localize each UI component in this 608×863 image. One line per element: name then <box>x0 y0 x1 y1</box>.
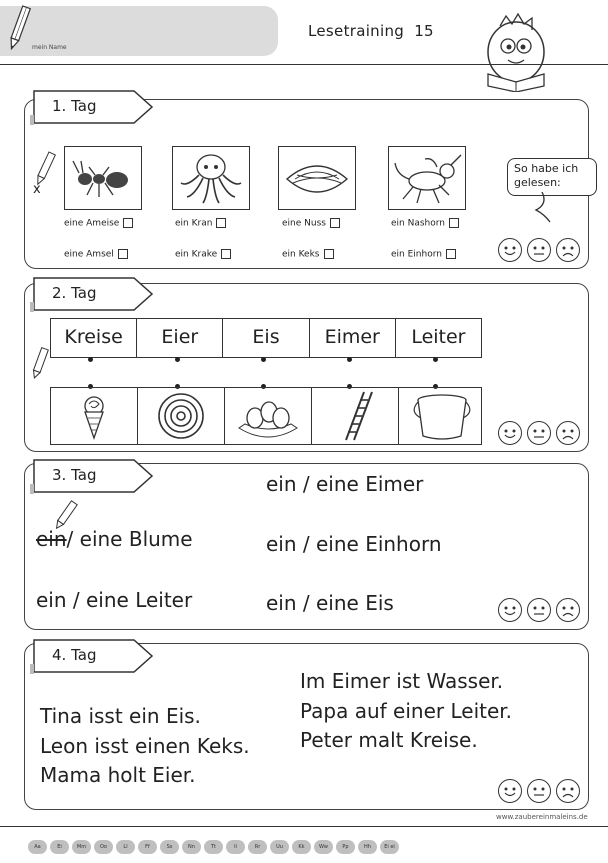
bubble-tail-icon <box>530 192 554 224</box>
sad-face-icon[interactable] <box>556 598 580 622</box>
eggs-icon <box>225 388 311 444</box>
letter-chip: Pp <box>336 840 355 854</box>
match-dot[interactable] <box>88 357 93 362</box>
letter-chip: Ei <box>50 840 69 854</box>
sentence: Papa auf einer Leiter. <box>300 699 513 723</box>
sentence: Tina isst ein Eis. <box>40 704 201 728</box>
word-cell: Eimer <box>310 319 396 357</box>
struck-word: ein <box>36 527 67 551</box>
picture-cell <box>225 388 312 444</box>
option-ameise[interactable]: eine Ameise <box>64 218 133 229</box>
letter-chip: Nn <box>182 840 201 854</box>
rating-faces <box>498 238 582 264</box>
option-keks[interactable]: ein Keks <box>282 249 334 260</box>
unicorn-icon <box>389 147 465 209</box>
letter-chip: Ll <box>116 840 135 854</box>
footer-divider <box>0 826 608 827</box>
option-nashorn[interactable]: ein Nashorn <box>391 218 459 229</box>
letter-chip: Ei ei <box>380 840 399 854</box>
checkbox[interactable] <box>221 249 231 259</box>
word-row <box>50 318 482 358</box>
speech-bubble: So habe ich gelesen: <box>507 158 597 196</box>
circles-icon <box>138 388 224 444</box>
picture-cell <box>51 388 138 444</box>
match-dot[interactable] <box>433 357 438 362</box>
word-cell: Leiter <box>411 326 466 348</box>
picture-row <box>50 387 482 445</box>
rating-faces <box>498 598 582 624</box>
article-line[interactable]: ein / eine Eis <box>266 591 394 615</box>
picture-cell <box>399 388 485 444</box>
bucket-icon <box>399 388 485 444</box>
checkbox[interactable] <box>446 249 456 259</box>
option-nuss[interactable]: eine Nuss <box>282 218 340 229</box>
option-kran[interactable]: ein Kran <box>175 218 226 229</box>
neutral-face-icon[interactable] <box>527 421 551 445</box>
letter-chip: Mm <box>72 840 91 854</box>
neutral-face-icon[interactable] <box>527 598 551 622</box>
match-dot[interactable] <box>175 357 180 362</box>
title-number: 15 <box>414 22 434 40</box>
letter-chip: Rr <box>248 840 267 854</box>
example-rest: / eine Blume <box>66 527 193 551</box>
picture-ant <box>64 146 142 210</box>
page-title <box>308 22 434 40</box>
neutral-face-icon[interactable] <box>527 779 551 803</box>
article-line[interactable]: ein / eine Einhorn <box>266 532 442 556</box>
letter-chip: Hh <box>358 840 377 854</box>
ice-cream-icon <box>51 388 137 444</box>
pencil-icon <box>6 4 32 52</box>
tag-3-label: 3. Tag <box>52 466 97 484</box>
checkbox[interactable] <box>123 218 133 228</box>
letter-chip: Tt <box>204 840 223 854</box>
happy-face-icon[interactable] <box>498 421 522 445</box>
checkbox[interactable] <box>216 218 226 228</box>
letter-chip: Ii <box>226 840 245 854</box>
sad-face-icon[interactable] <box>556 238 580 262</box>
option-amsel[interactable]: eine Amsel <box>64 249 128 260</box>
tag-1-label: 1. Tag <box>52 97 97 115</box>
footer-url: www.zaubereinmaleins.de <box>496 813 588 821</box>
letter-chip: Ss <box>160 840 179 854</box>
example-line <box>36 527 193 551</box>
octopus-icon <box>173 147 249 209</box>
cross-mark: x <box>33 182 41 197</box>
picture-cell <box>312 388 399 444</box>
picture-nut <box>278 146 356 210</box>
match-dot[interactable] <box>347 357 352 362</box>
pencil-icon <box>30 346 50 382</box>
sentence: Peter malt Kreise. <box>300 728 478 752</box>
letter-chip: Kk <box>292 840 311 854</box>
article-line[interactable]: ein / eine Eimer <box>266 472 424 496</box>
tag-2-label: 2. Tag <box>52 284 97 302</box>
picture-octopus <box>172 146 250 210</box>
picture-unicorn <box>388 146 466 210</box>
rating-faces <box>498 421 582 447</box>
tag-3-banner <box>30 458 176 492</box>
checkbox[interactable] <box>330 218 340 228</box>
tag-4-label: 4. Tag <box>52 646 97 664</box>
article-line[interactable]: ein / eine Leiter <box>36 588 193 612</box>
letter-chip: Ff <box>138 840 157 854</box>
checkbox[interactable] <box>324 249 334 259</box>
sentence: Leon isst einen Keks. <box>40 734 250 758</box>
happy-face-icon[interactable] <box>498 598 522 622</box>
tag-1-banner <box>30 89 176 123</box>
word-cell: Kreise <box>51 319 137 357</box>
neutral-face-icon[interactable] <box>527 238 551 262</box>
happy-face-icon[interactable] <box>498 779 522 803</box>
reading-monster-icon <box>478 12 556 92</box>
ant-icon <box>65 147 141 209</box>
checkbox[interactable] <box>449 218 459 228</box>
tag-4-banner <box>30 638 176 672</box>
letter-bar <box>28 840 399 854</box>
ladder-icon <box>312 388 398 444</box>
letter-chip: Aa <box>28 840 47 854</box>
checkbox[interactable] <box>118 249 128 259</box>
sad-face-icon[interactable] <box>556 421 580 445</box>
title-text: Lesetraining <box>308 22 405 40</box>
match-dot[interactable] <box>261 357 266 362</box>
sentence: Im Eimer ist Wasser. <box>300 669 504 693</box>
sentence: Mama holt Eier. <box>40 763 196 787</box>
nut-icon <box>279 147 355 209</box>
word-cell: Eier <box>137 319 223 357</box>
picture-cell <box>138 388 225 444</box>
header-divider <box>0 64 608 65</box>
letter-chip: Ww <box>314 840 333 854</box>
rating-faces <box>498 779 582 805</box>
name-label: mein Name <box>32 44 67 51</box>
option-krake[interactable]: ein Krake <box>175 249 231 260</box>
letter-chip: Uu <box>270 840 289 854</box>
tag-2-banner <box>30 276 176 310</box>
sad-face-icon[interactable] <box>556 779 580 803</box>
word-cell: Eis <box>223 319 309 357</box>
letter-chip: Oo <box>94 840 113 854</box>
option-einhorn[interactable]: ein Einhorn <box>391 249 456 260</box>
happy-face-icon[interactable] <box>498 238 522 262</box>
